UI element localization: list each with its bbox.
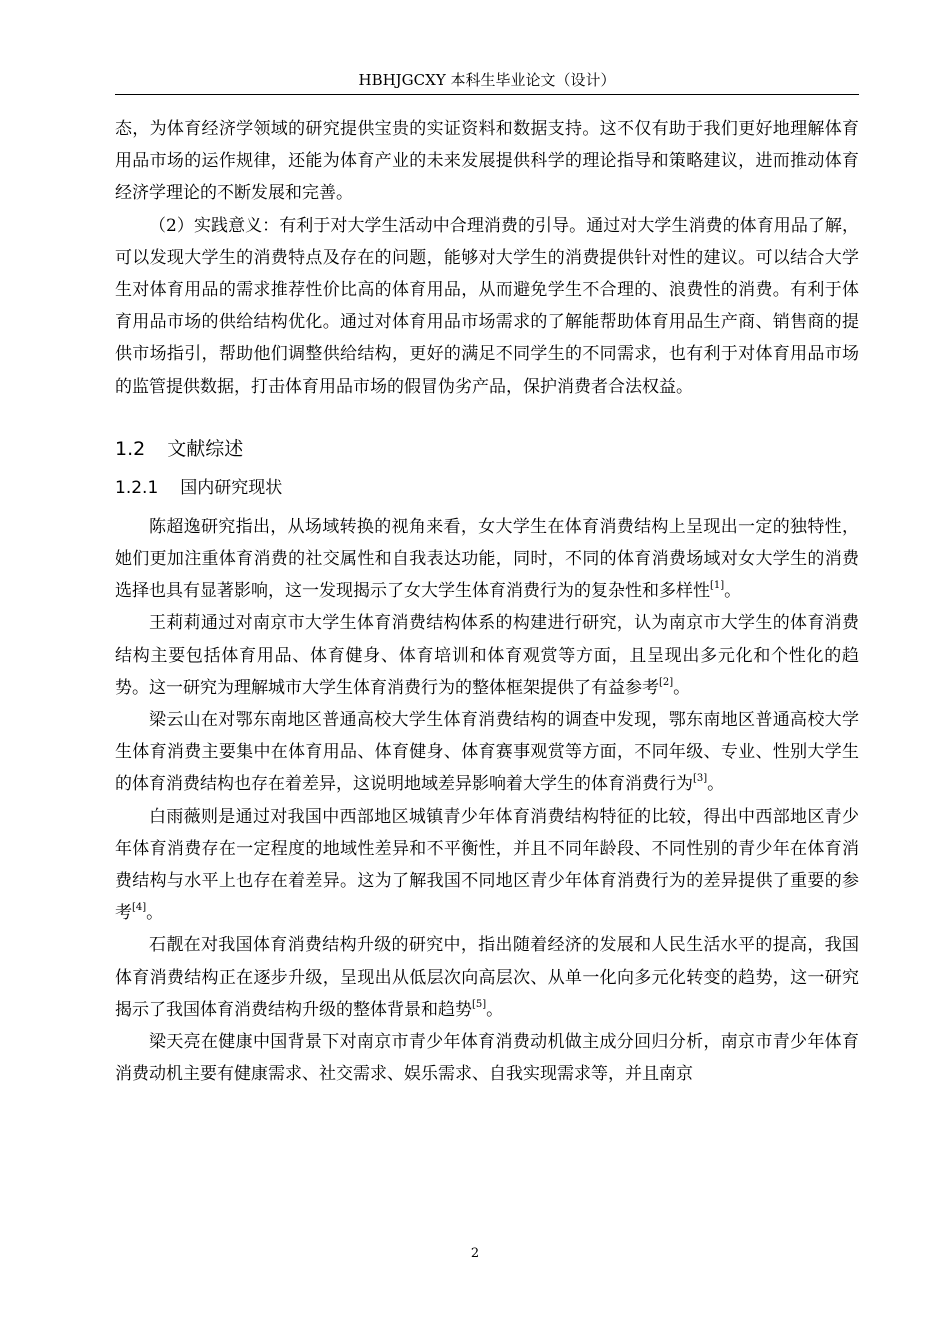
paragraph-shi <box>115 929 859 1026</box>
paragraph-text: 石靓在对我国体育消费结构升级的研究中，指出随着经济的发展和人民生活水平的提高，我国体育消费结构正在逐步升级，呈现出从低层次向高层次、从单一化向多元化转变的趋势，这一研究揭示了我国体育消费结构升级的整体背景和趋势 <box>115 935 859 1020</box>
period: 。 <box>486 999 504 1020</box>
paragraph-bai <box>115 801 859 930</box>
paragraph-continued: 态，为体育经济学领域的研究提供宝贵的实证资料和数据支持。这不仅有助于我们更好地理解体育用品市场的运作规律，还能为体育产业的未来发展提供科学的理论指导和策略建议，进而推动体育经济学理论的不断发展和完善。 <box>115 119 859 204</box>
citation-2: [2] <box>659 676 674 688</box>
paragraph-chen <box>115 511 859 608</box>
subsection-heading-1-2-1 <box>115 475 859 501</box>
section-number: 1.2 <box>115 437 146 460</box>
paragraph-text: 陈超逸研究指出，从场域转换的视角来看，女大学生在体育消费结构上呈现出一定的独特性，她们更加注重体育消费的社交属性和自我表达功能，同时，不同的体育消费场域对女大学生的消费选择也具有显著影响，这一发现揭示了女大学生体育消费行为的复杂性和多样性 <box>115 516 859 602</box>
paragraph-text: 白雨薇则是通过对我国中西部地区城镇青少年体育消费结构特征的比较，得出中西部地区青少年体育消费存在一定程度的地域性差异和不平衡性，并且不同年龄段、不同性别的青少年在体育消费结构与水平上也存在着差异。这为了解我国不同地区青少年体育消费行为的差异提供了重要的参考 <box>115 806 859 924</box>
citation-5: [5] <box>472 998 487 1010</box>
period: 。 <box>707 774 725 795</box>
paragraph-text: 王莉莉通过对南京市大学生体育消费结构体系的构建进行研究，认为南京市大学生的体育消费结构主要包括体育用品、体育健身、体育培训和体育观赏等方面，且呈现出多元化和个性化的趋势。这一研究为理解城市大学生体育消费行为的整体框架提供了有益参考 <box>115 613 859 698</box>
header-rule <box>115 94 859 95</box>
period: 。 <box>724 581 742 602</box>
citation-4: [4] <box>132 902 147 914</box>
page-content <box>115 113 859 1090</box>
paragraph-liang-tianliang: 梁天亮在健康中国背景下对南京市青少年体育消费动机做主成分回归分析，南京市青少年体育消费动机主要有健康需求、社交需求、娱乐需求、自我实现需求等，并且南京 <box>115 1032 859 1085</box>
paragraph-text: 梁云山在对鄂东南地区普通高校大学生体育消费结构的调查中发现，鄂东南地区普通高校大学生体育消费主要集中在体育用品、体育健身、体育赛事观赏等方面，不同年级、专业、性别大学生的体育消费结构也存在着差异，这说明地域差异影响着大学生的体育消费行为 <box>115 710 859 795</box>
running-header: HBHJGCXY 本科生毕业论文（设计） <box>358 71 616 89</box>
period: 。 <box>146 903 164 924</box>
period: 。 <box>673 677 691 698</box>
subsection-title: 国内研究现状 <box>180 477 283 498</box>
section-title: 文献综述 <box>167 437 244 460</box>
section-heading-1-2 <box>115 435 859 463</box>
subsection-number: 1.2.1 <box>115 477 159 498</box>
paragraph-wang <box>115 607 859 704</box>
citation-3: [3] <box>693 773 708 785</box>
page-number: 2 <box>470 1246 480 1261</box>
paragraph-liang-yunshan <box>115 704 859 801</box>
paragraph-practical-significance: （2）实践意义：有利于对大学生活动中合理消费的引导。通过对大学生消费的体育用品了解，可以发现大学生的消费特点及存在的问题，能够对大学生的消费提供针对性的建议。可以结合大学生对体育用品的需求推荐性价比高的体育用品，从而避免学生不合理的、浪费性的消费。有利于体育用品市场的供给结构优化。通过对体育用品市场需求的了解能帮助体育用品生产商、销售商的提供市场指引，帮助他们调整供给结构，更好的满足不同学生的不同需求，也有利于对体育用品市场的监管提供数据，打击体育用品市场的假冒伪劣产品，保护消费者合法权益。 <box>115 215 859 397</box>
citation-1: [1] <box>710 580 725 592</box>
